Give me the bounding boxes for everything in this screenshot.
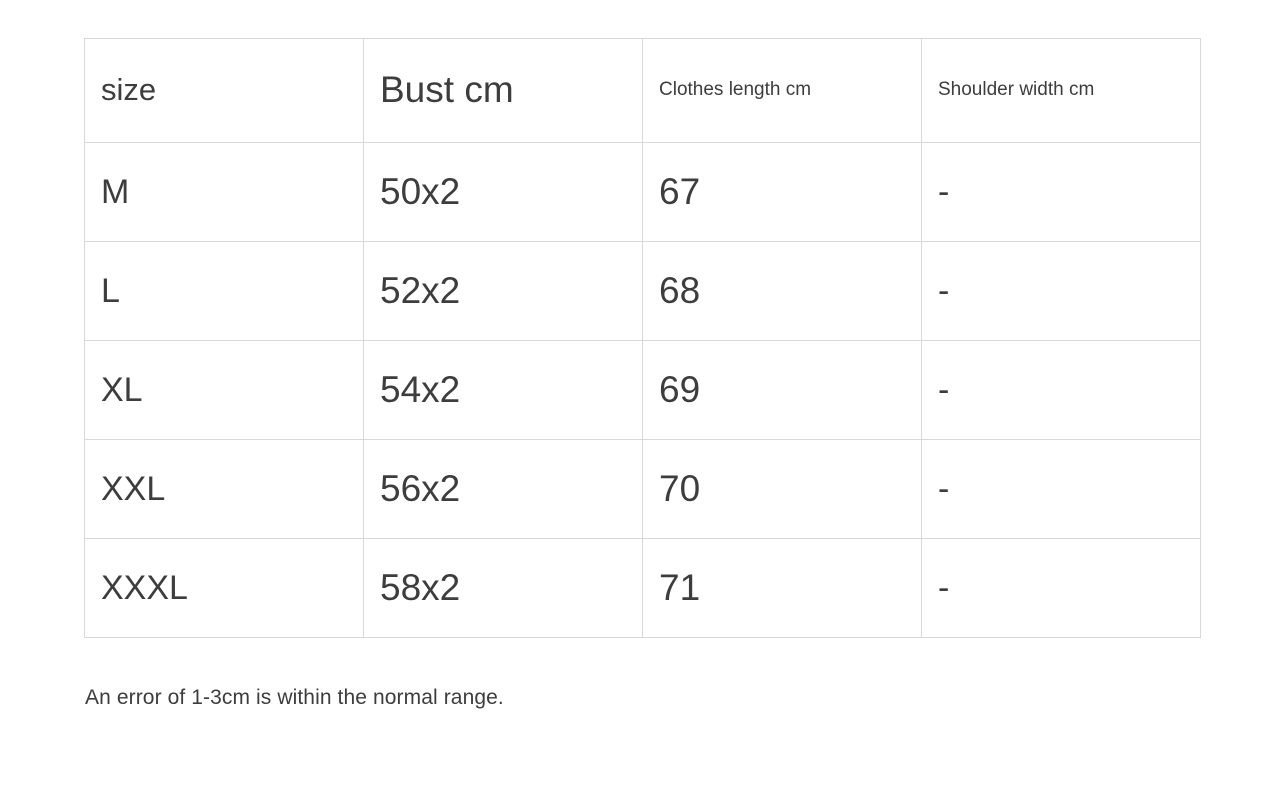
cell-bust: 52x2 [364, 242, 643, 341]
measurement-note: An error of 1-3cm is within the normal range. [85, 686, 504, 709]
table-row [85, 341, 1201, 440]
cell-clothes-length: 68 [643, 242, 922, 341]
column-header-shoulder-width: Shoulder width cm [922, 39, 1201, 143]
table-header [85, 39, 1201, 143]
cell-size: L [85, 242, 364, 341]
cell-size: XL [85, 341, 364, 440]
cell-bust: 58x2 [364, 539, 643, 638]
cell-clothes-length: 70 [643, 440, 922, 539]
cell-shoulder-width: - [922, 440, 1201, 539]
column-header-clothes-length: Clothes length cm [643, 39, 922, 143]
cell-size: XXL [85, 440, 364, 539]
cell-clothes-length: 71 [643, 539, 922, 638]
cell-bust: 50x2 [364, 143, 643, 242]
cell-shoulder-width: - [922, 539, 1201, 638]
table-header-row [85, 39, 1201, 143]
cell-shoulder-width: - [922, 143, 1201, 242]
table-row [85, 539, 1201, 638]
cell-shoulder-width: - [922, 341, 1201, 440]
cell-clothes-length: 69 [643, 341, 922, 440]
column-header-bust: Bust cm [364, 39, 643, 143]
cell-clothes-length: 67 [643, 143, 922, 242]
cell-bust: 54x2 [364, 341, 643, 440]
table-row [85, 143, 1201, 242]
cell-bust: 56x2 [364, 440, 643, 539]
cell-size: M [85, 143, 364, 242]
table-body [85, 143, 1201, 638]
table-row [85, 440, 1201, 539]
table-row [85, 242, 1201, 341]
cell-shoulder-width: - [922, 242, 1201, 341]
column-header-size: size [85, 39, 364, 143]
size-chart-table [84, 38, 1201, 638]
cell-size: XXXL [85, 539, 364, 638]
